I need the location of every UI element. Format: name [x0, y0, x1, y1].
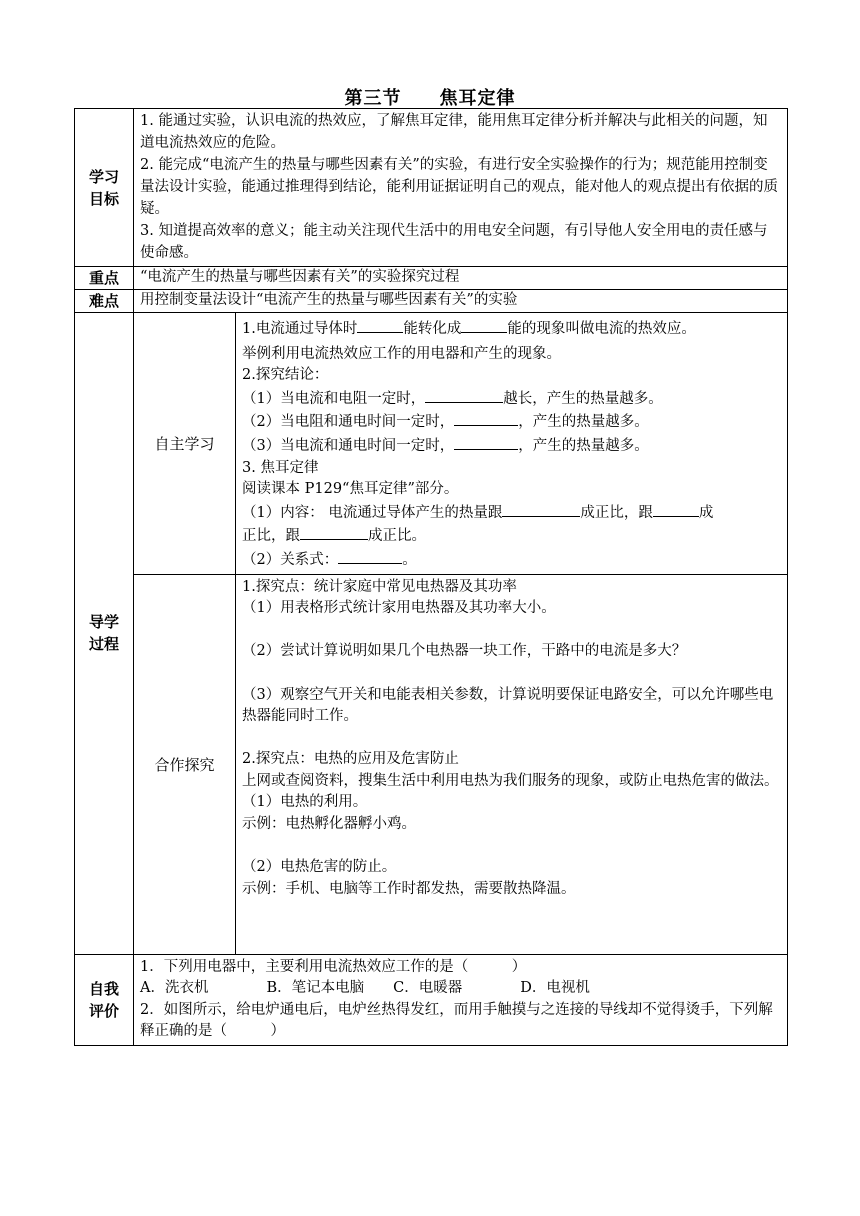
self-study-label: 自主学习 — [134, 313, 236, 575]
evaluation-row — [75, 954, 788, 1045]
lesson-table — [74, 108, 788, 1046]
difficulty-text: 用控制变量法设计“电流产生的热量与哪些因素有关”的实验 — [140, 292, 518, 308]
goal-item: 2. 能完成“电流产生的热量与哪些因素有关”的实验，有进行安全实验操作的行为；规范能用控制变量法设计实验，能通过推理得到结论，能利用证据证明自己的观点，能对他人的观点提出有依据的质疑。 — [140, 157, 778, 217]
self-study-content: 1.电流通过导体时 能转化成 能的现象叫做电流的热效应。 举例利用电流热效应工作的用电器和产生的现象。 2.探究结论： （1）当电流和电阻一定时， 越长，产生的热量越多。 （2）当电阻和通电时间一定时， ，产生的热量越多。 （3）当电流和通电时间一定时， ，产生的热量越多。 3. 焦耳定律 阅读课本 P129“焦耳定律”部分。 （1）内容： 电流通过导体产生的热量跟 成正比，跟 成 正比，跟 成正比。 （2）关系式： 。 — [236, 313, 788, 575]
question-1: 1．下列用电器中，主要利用电流热效应工作的是（ ） — [140, 958, 527, 975]
difficulty-label: 难点 — [75, 290, 134, 313]
goal-item: 3. 知道提高效率的意义；能主动关注现代生活中的用电安全问题，有引导他人安全用电的责任感与使命感。 — [140, 223, 768, 261]
goal-item: 1. 能通过实验，认识电流的热效应，了解焦耳定律，能用焦耳定律分析并解决与此相关的问题，知道电流热效应的危险。 — [140, 113, 768, 151]
evaluation-content — [134, 954, 788, 1045]
fill-blank[interactable] — [357, 317, 403, 333]
question-1-options: A．洗衣机 B．笔记本电脑 C．电暖器 D．电视机 — [140, 980, 590, 997]
process-label: 导学过程 — [75, 313, 134, 955]
fill-blank[interactable] — [338, 548, 402, 564]
key-point-text: “电流产生的热量与哪些因素有关”的实验探究过程 — [140, 269, 460, 285]
goals-label: 学习目标 — [75, 109, 134, 267]
key-point-row — [75, 267, 788, 290]
question-2: 2．如图所示，给电炉通电后，电炉丝热得发红，而用手触摸与之连接的导线却不觉得烫手，下列解释正确的是（ ） — [140, 1001, 773, 1040]
difficulty-row — [75, 290, 788, 313]
fill-blank[interactable] — [454, 410, 518, 426]
goals-row — [75, 109, 788, 267]
fill-blank[interactable] — [454, 434, 518, 450]
fill-blank[interactable] — [502, 501, 580, 517]
fill-blank[interactable] — [653, 501, 699, 517]
cooperate-label: 合作探究 — [134, 574, 236, 954]
key-point-label: 重点 — [75, 267, 134, 290]
page-title: 第三节 焦耳定律 — [344, 88, 516, 109]
cooperate-row — [75, 574, 788, 954]
evaluation-label: 自我评价 — [75, 954, 134, 1045]
fill-blank[interactable] — [300, 524, 368, 540]
fill-blank[interactable] — [425, 387, 503, 403]
fill-blank[interactable] — [461, 317, 507, 333]
self-study-row — [75, 313, 788, 575]
cooperate-content: 1.探究点：统计家庭中常见电热器及其功率 （1）用表格形式统计家用电热器及其功率大小。 （2）尝试计算说明如果几个电热器一块工作，干路中的电流是多大？ （3）观察空气开关和电能表相关参数，计算说明要保证电路安全，可以允许哪些电热器能同时工作。 2.探究点：电热的应用及危害防止 上网或查阅资料，搜集生活中利用电热为我们服务的现象，或防止电热危害的做法。 （1）电热的利用。 示例：电热孵化器孵小鸡。 （2）电热危害的防止。 示例：手机、电脑等工作时都发热，需要散热降温。 — [236, 574, 788, 954]
goals-content — [134, 109, 788, 267]
